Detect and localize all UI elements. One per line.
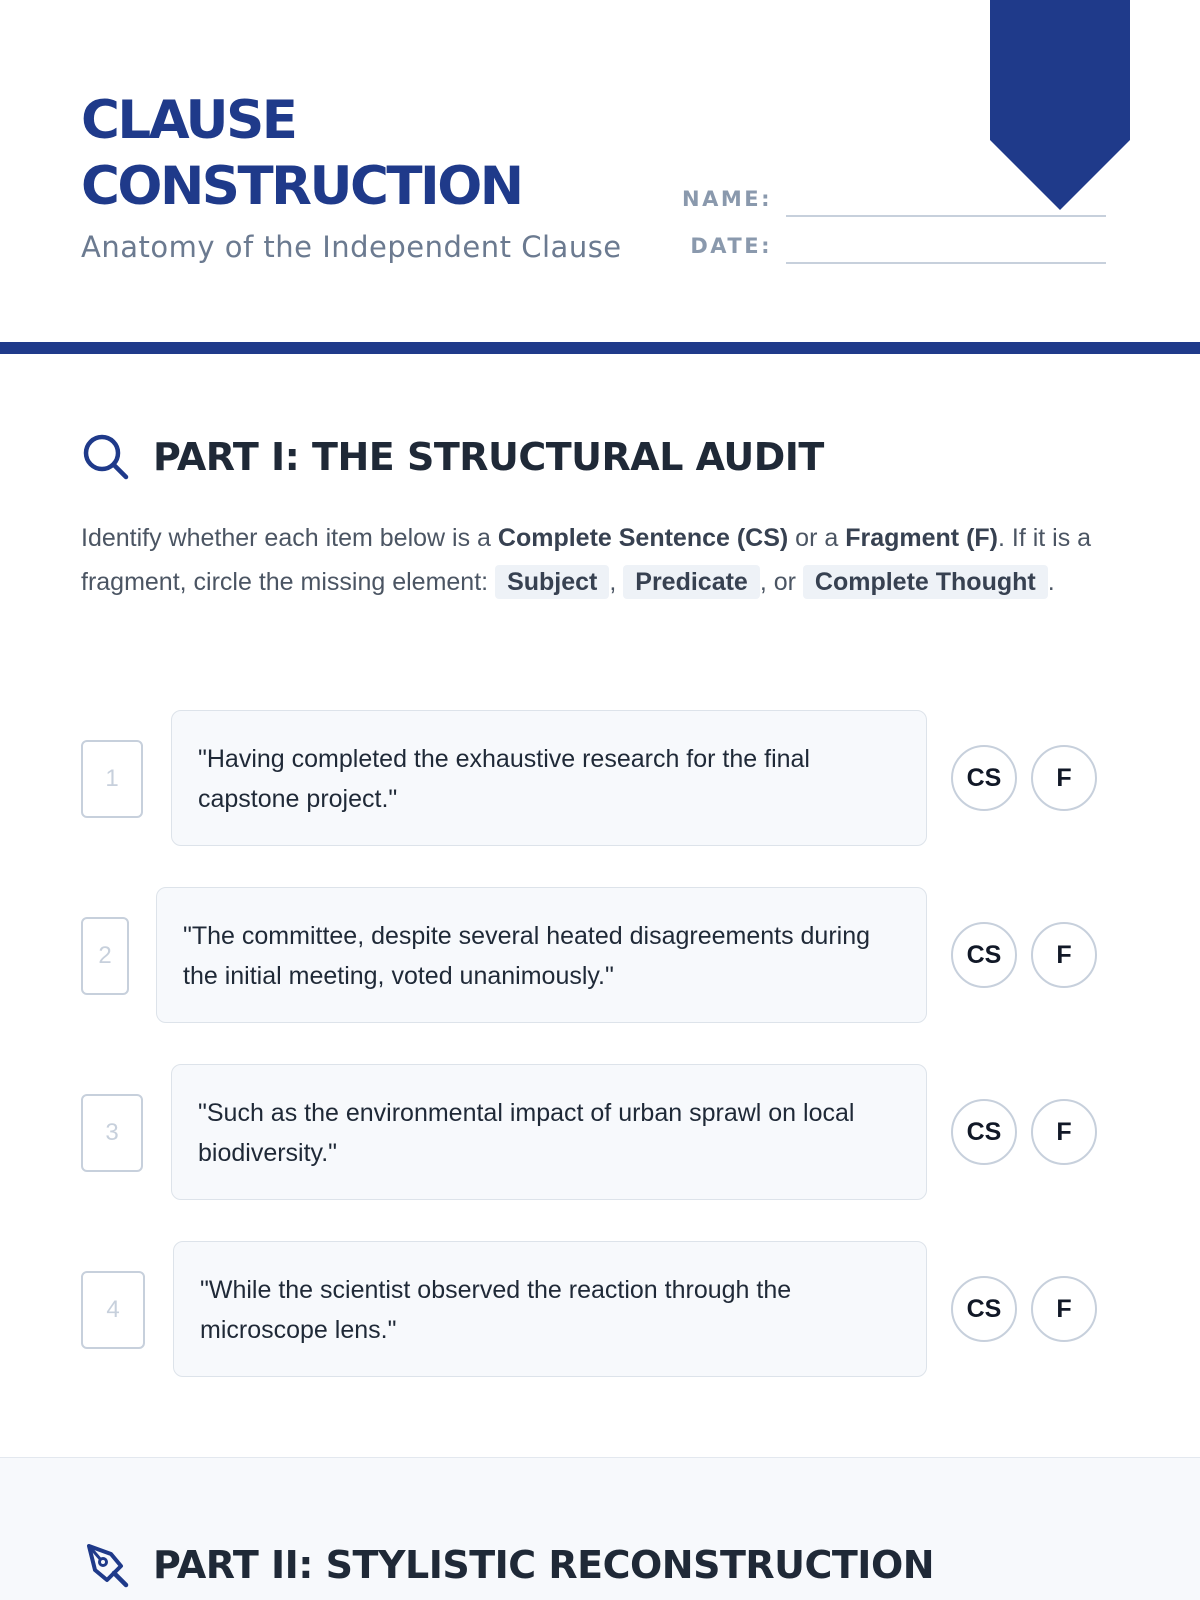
audit-items: [81, 710, 1121, 1418]
item-number: 3: [81, 1094, 143, 1172]
audit-item: [81, 1241, 1121, 1377]
instr-cs: Complete Sentence (CS): [497, 524, 789, 552]
item-number: 1: [81, 740, 143, 818]
date-label: DATE:: [690, 234, 772, 258]
f-option[interactable]: F: [1031, 922, 1097, 988]
part-one-heading: [81, 432, 1121, 482]
cs-option[interactable]: CS: [951, 1276, 1017, 1342]
item-sentence: "Such as the environmental impact of urban sprawl on local biodiversity.": [171, 1064, 927, 1200]
part-two-title: PART II: STYLISTIC RECONSTRUCTION: [153, 1543, 935, 1587]
date-field: [680, 217, 1120, 264]
item-number: 4: [81, 1271, 145, 1349]
date-line[interactable]: [786, 224, 1106, 264]
name-field: [680, 170, 1120, 217]
f-option[interactable]: F: [1031, 1099, 1097, 1165]
instr-text-2: or a: [788, 524, 846, 552]
cs-option[interactable]: CS: [951, 745, 1017, 811]
instr-sep-2: , or: [759, 568, 803, 596]
item-number: 2: [81, 917, 129, 995]
f-option[interactable]: F: [1031, 1276, 1097, 1342]
worksheet-title: CLAUSE CONSTRUCTION: [81, 90, 522, 217]
student-fields: [680, 170, 1120, 264]
item-sentence: "Having completed the exhaustive research for the final capstone project.": [171, 710, 927, 846]
pen-nib-icon: [81, 1540, 131, 1590]
instr-text-1: Identify whether each item below is a: [81, 524, 498, 552]
worksheet-subtitle: Anatomy of the Independent Clause: [81, 230, 622, 264]
cs-option[interactable]: CS: [951, 1099, 1017, 1165]
part-one-title: PART I: THE STRUCTURAL AUDIT: [153, 435, 824, 479]
tag-subject: Subject: [495, 565, 609, 599]
item-sentence: "While the scientist observed the reaction through the microscope lens.": [173, 1241, 927, 1377]
search-icon: [81, 432, 131, 482]
part-one-instructions: [81, 516, 1121, 604]
audit-item: [81, 710, 1121, 846]
name-line[interactable]: [786, 177, 1106, 217]
cs-option[interactable]: CS: [951, 922, 1017, 988]
f-option[interactable]: F: [1031, 745, 1097, 811]
header-divider: [0, 342, 1200, 354]
audit-item: [81, 1064, 1121, 1200]
part-two-heading: [81, 1540, 934, 1590]
name-label: NAME:: [682, 187, 772, 211]
part-one-section: [81, 432, 1121, 604]
tag-predicate: Predicate: [623, 565, 760, 599]
instr-f: Fragment (F): [845, 524, 998, 552]
instr-sep-1: ,: [609, 568, 624, 596]
item-sentence: "The committee, despite several heated disagreements during the initial meeting, voted unanimously.": [156, 887, 927, 1023]
lesson-code: L01: [1131, 30, 1176, 55]
tag-complete-thought: Complete Thought: [803, 565, 1048, 599]
instr-text-3: . If it is a fragment, circle the missing element:: [81, 524, 1092, 596]
header: [81, 88, 622, 264]
audit-item: [81, 887, 1121, 1023]
instr-end: .: [1047, 568, 1055, 596]
